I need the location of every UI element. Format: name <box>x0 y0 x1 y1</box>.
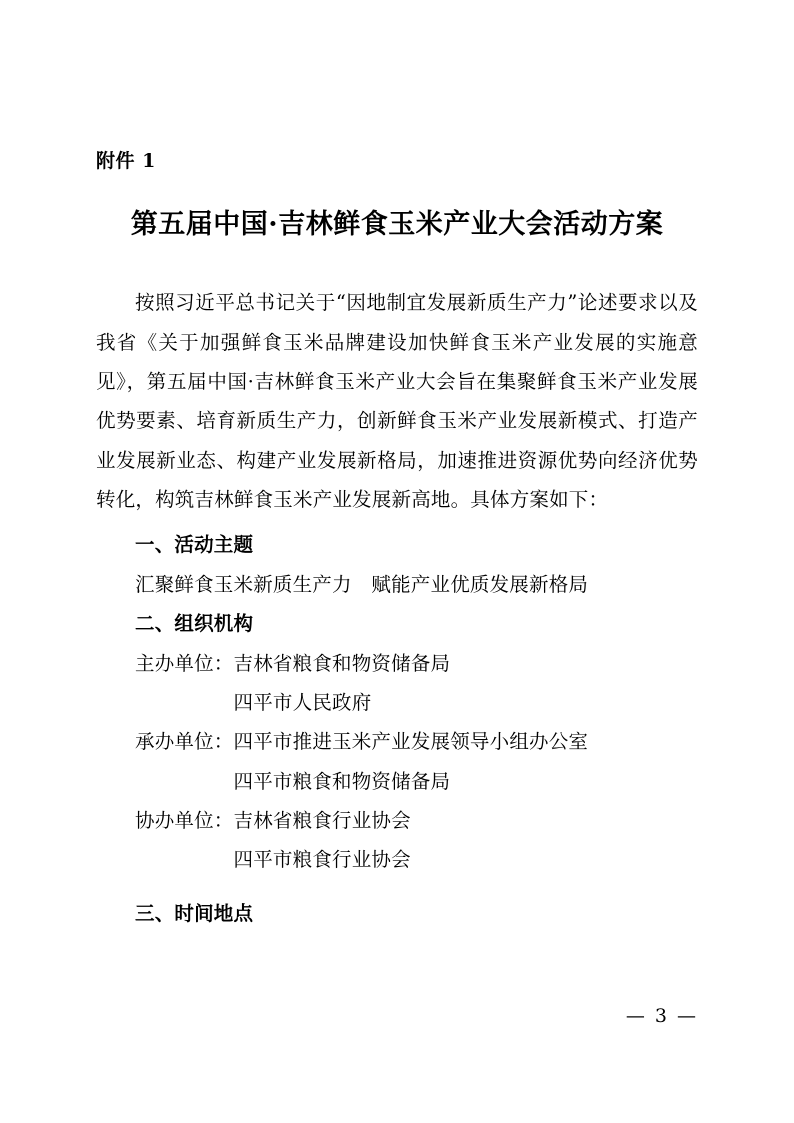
co-organizer-value: 四平市粮食行业协会 <box>233 848 411 872</box>
undertaker-label: 承办单位： <box>135 730 234 754</box>
organizer-label: 主办单位： <box>135 651 234 675</box>
undertaker-row <box>96 722 698 801</box>
section-heading-organization: 二、组织机构 <box>135 612 254 636</box>
attachment-label: 附件 1 <box>96 150 156 172</box>
undertaker-values <box>234 722 589 801</box>
co-organizer-label: 协办单位： <box>135 809 234 833</box>
section-content-theme: 汇聚鲜食玉米新质生产力 赋能产业优质发展新格局 <box>135 572 589 596</box>
page-number: — 3 — <box>625 1005 698 1027</box>
undertaker-value: 四平市粮食和物资储备局 <box>233 769 451 793</box>
co-organizer-values <box>234 801 411 880</box>
organizer-value: 吉林省粮食和物资储备局 <box>233 651 451 675</box>
section-heading-theme: 一、活动主题 <box>135 533 254 557</box>
section-heading-time-place: 三、时间地点 <box>135 901 254 925</box>
co-organizer-value: 吉林省粮食行业协会 <box>233 809 411 833</box>
page-title: 第五届中国·吉林鲜食玉米产业大会活动方案 <box>130 208 664 240</box>
organizer-values <box>234 644 451 723</box>
organizer-value: 四平市人民政府 <box>233 690 372 714</box>
intro-paragraph: 按照习近平总书记关于“因地制宜发展新质生产力”论述要求以及我省《关于加强鲜食玉米品牌建设加快鲜食玉米产业发展的实施意见》，第五届中国·吉林鲜食玉米产业大会旨在集聚鲜食玉米产业发展优势要素、培育新质生产力，创新鲜食玉米产业发展新模式、打造产业发展新业态、构建产业发展新格局，加速推进资源优势向经济优势转化，构筑吉林鲜食玉米产业发展新高地。具体方案如下： <box>96 291 698 512</box>
undertaker-value: 四平市推进玉米产业发展领导小组办公室 <box>233 730 589 754</box>
co-organizer-row <box>96 801 698 880</box>
organizer-row <box>96 644 698 723</box>
